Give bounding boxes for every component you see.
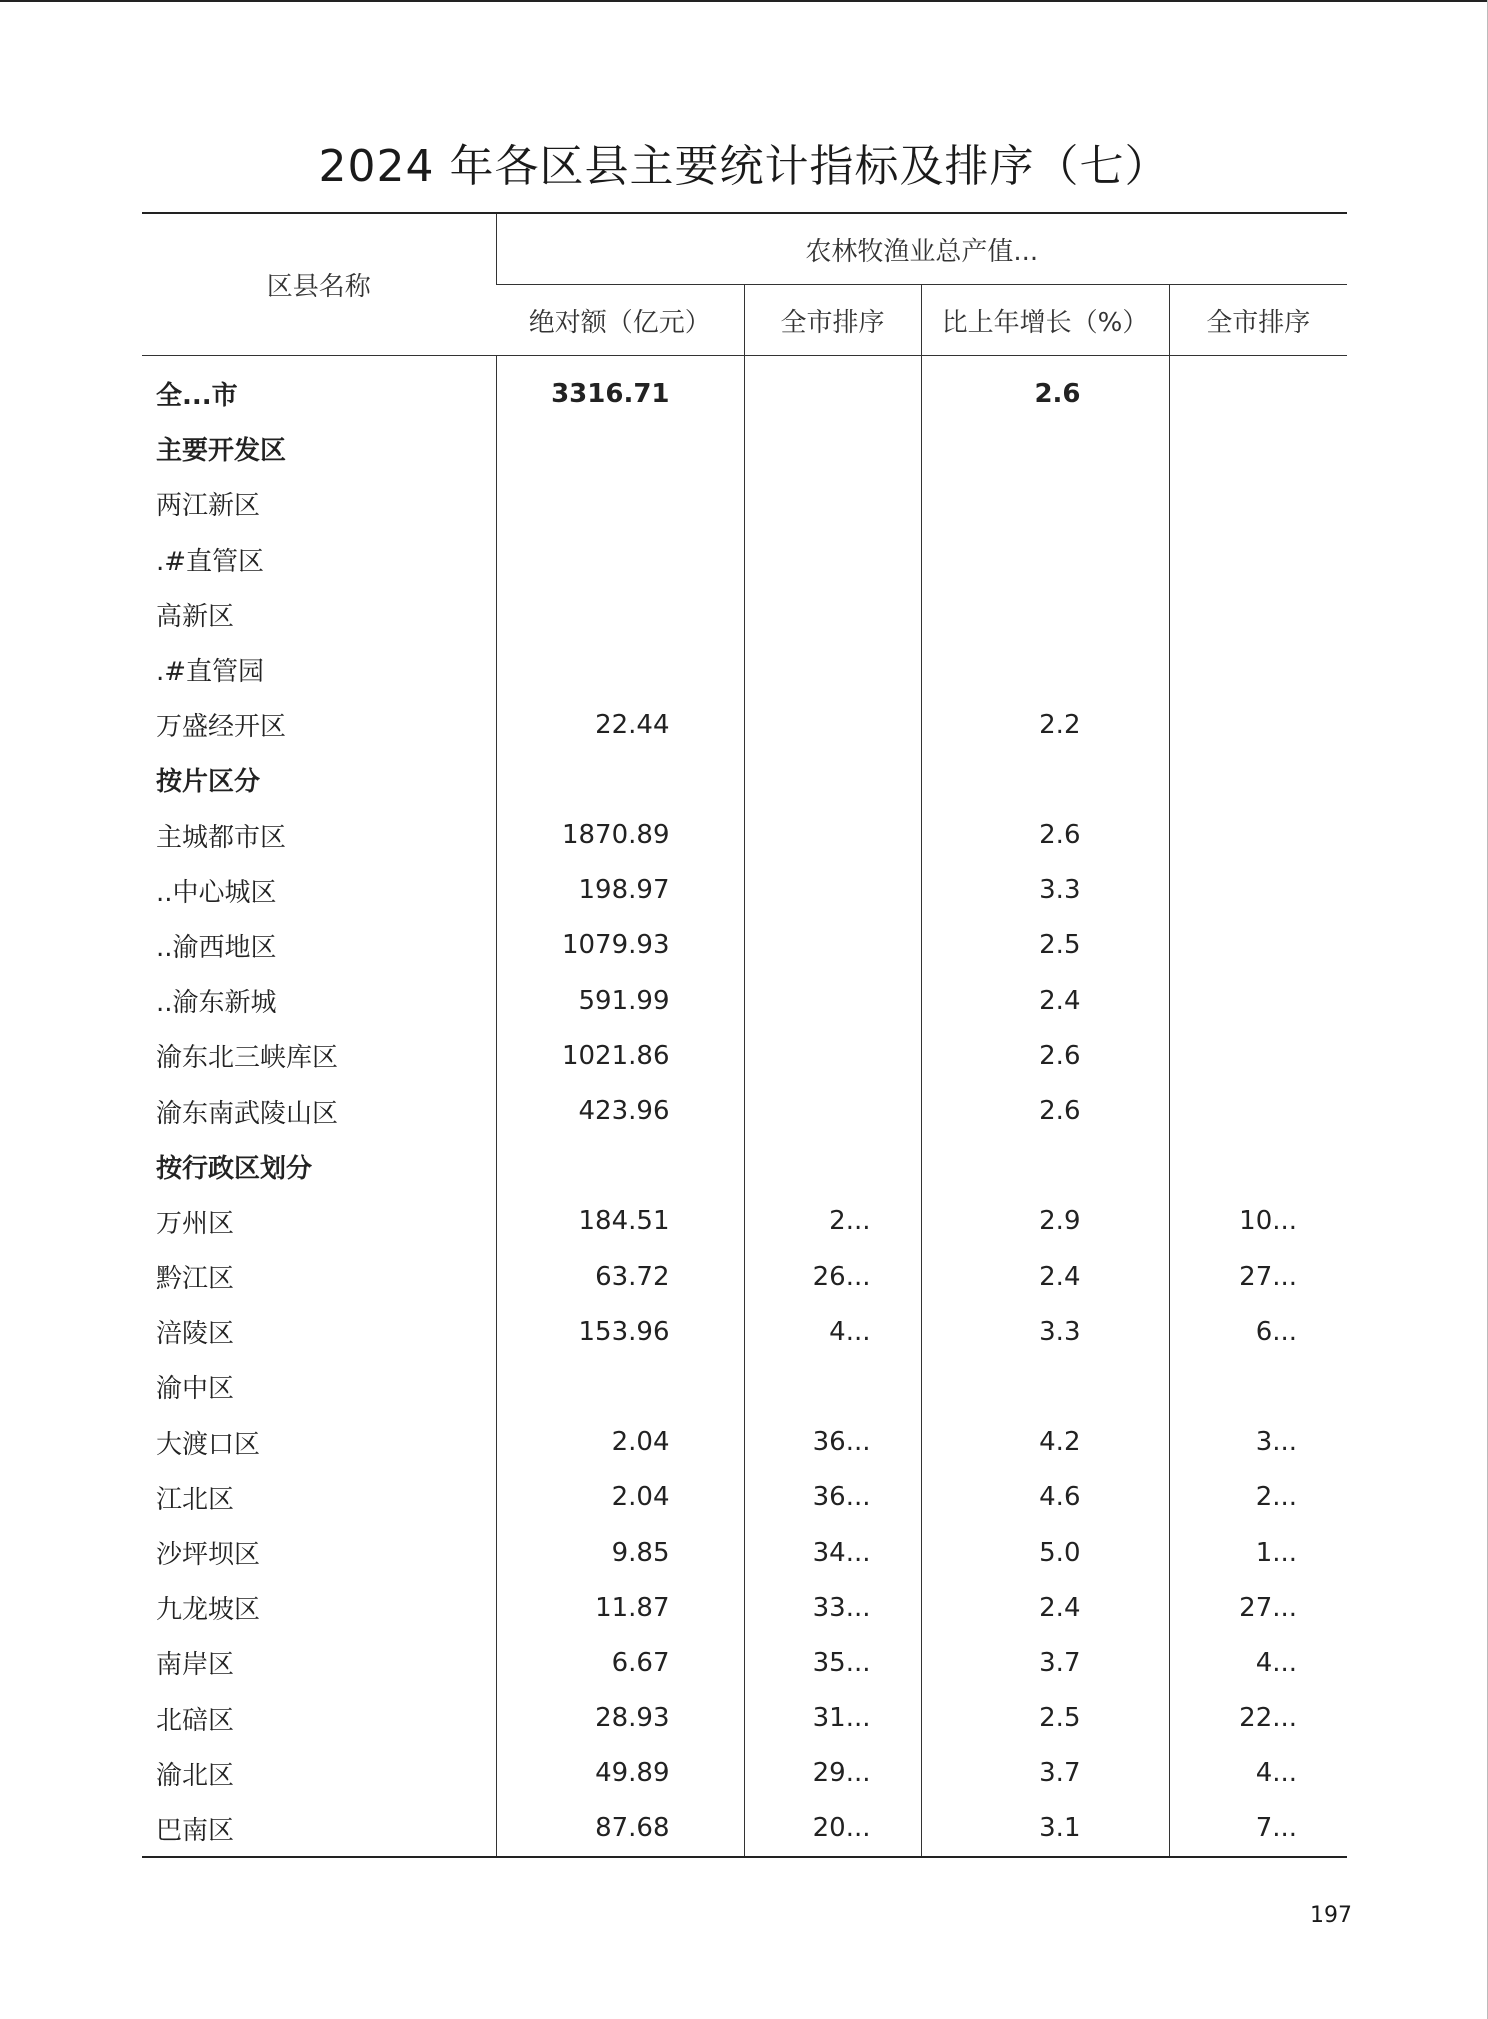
cell-district-name: 按片区分 <box>156 767 261 798</box>
cell-city-rank-amount: 29... <box>744 1746 921 1801</box>
table-row <box>142 918 1347 973</box>
cell-absolute-amount: 2.04 <box>496 1470 744 1525</box>
cell-city-rank-amount <box>744 697 921 752</box>
cell-absolute-amount <box>496 476 744 531</box>
cell-growth-rate: 3.7 <box>921 1635 1169 1690</box>
cell-city-rank-growth: 3... <box>1169 1415 1347 1470</box>
cell-growth-rate: 3.3 <box>921 1304 1169 1359</box>
cell-city-rank-growth: 1... <box>1169 1525 1347 1580</box>
cell-district-name: .#直管园 <box>156 657 265 688</box>
table-row <box>142 476 1347 531</box>
cell-district-name: ..中心城区 <box>156 877 277 908</box>
cell-city-rank-growth: 2... <box>1169 1470 1347 1525</box>
table-row <box>142 1304 1347 1359</box>
table-header <box>142 213 1347 356</box>
table-row <box>142 1028 1347 1083</box>
cell-absolute-amount: 3316.71 <box>496 356 744 422</box>
cell-city-rank-growth: 22... <box>1169 1691 1347 1746</box>
table-row <box>142 1635 1347 1690</box>
cell-city-rank-growth: 7... <box>1169 1801 1347 1857</box>
cell-district-name: 江北区 <box>156 1484 235 1515</box>
cell-district-name: 万盛经开区 <box>156 712 287 743</box>
table-row <box>142 1470 1347 1525</box>
cell-growth-rate: 5.0 <box>921 1525 1169 1580</box>
table-row <box>142 1415 1347 1470</box>
cell-city-rank-growth <box>1169 1083 1347 1138</box>
table-row <box>142 1083 1347 1138</box>
cell-growth-rate: 4.2 <box>921 1415 1169 1470</box>
cell-absolute-amount: 198.97 <box>496 863 744 918</box>
table-row <box>142 973 1347 1028</box>
cell-district-name: .#直管区 <box>156 546 265 577</box>
cell-city-rank-growth: 10... <box>1169 1194 1347 1249</box>
cell-city-rank-amount <box>744 587 921 642</box>
cell-city-rank-amount <box>744 808 921 863</box>
cell-city-rank-amount: 36... <box>744 1470 921 1525</box>
cell-growth-rate <box>921 532 1169 587</box>
cell-city-rank-amount <box>744 752 921 807</box>
cell-growth-rate: 2.6 <box>921 1083 1169 1138</box>
table-row <box>142 1691 1347 1746</box>
cell-city-rank-amount: 34... <box>744 1525 921 1580</box>
cell-city-rank-amount <box>744 532 921 587</box>
cell-city-rank-amount <box>744 1028 921 1083</box>
table-row <box>142 1194 1347 1249</box>
cell-city-rank-amount <box>744 1083 921 1138</box>
table-row <box>142 808 1347 863</box>
cell-city-rank-growth <box>1169 752 1347 807</box>
cell-growth-rate: 2.5 <box>921 1691 1169 1746</box>
cell-absolute-amount: 1870.89 <box>496 808 744 863</box>
cell-growth-rate <box>921 587 1169 642</box>
cell-absolute-amount: 153.96 <box>496 1304 744 1359</box>
cell-growth-rate: 3.1 <box>921 1801 1169 1857</box>
cell-district-name: 万州区 <box>156 1208 235 1239</box>
table-row <box>142 421 1347 476</box>
cell-city-rank-growth <box>1169 973 1347 1028</box>
cell-city-rank-amount <box>744 356 921 422</box>
cell-district-name: 按行政区划分 <box>156 1153 313 1184</box>
cell-city-rank-amount <box>744 1359 921 1414</box>
cell-city-rank-amount: 31... <box>744 1691 921 1746</box>
table-row <box>142 642 1347 697</box>
cell-absolute-amount <box>496 752 744 807</box>
cell-absolute-amount: 63.72 <box>496 1249 744 1304</box>
cell-growth-rate <box>921 752 1169 807</box>
cell-city-rank-growth <box>1169 1028 1347 1083</box>
cell-district-name: 巴南区 <box>156 1815 235 1846</box>
cell-district-name: 两江新区 <box>156 491 261 522</box>
cell-absolute-amount: 591.99 <box>496 973 744 1028</box>
cell-city-rank-growth <box>1169 587 1347 642</box>
cell-district-name: 渝中区 <box>156 1374 235 1405</box>
cell-city-rank-amount: 33... <box>744 1580 921 1635</box>
cell-absolute-amount: 87.68 <box>496 1801 744 1857</box>
cell-city-rank-amount: 4... <box>744 1304 921 1359</box>
cell-city-rank-growth <box>1169 532 1347 587</box>
cell-growth-rate: 2.6 <box>921 356 1169 422</box>
cell-city-rank-amount <box>744 973 921 1028</box>
cell-city-rank-growth <box>1169 476 1347 531</box>
table-row <box>142 1249 1347 1304</box>
cell-city-rank-growth <box>1169 421 1347 476</box>
table-row <box>142 1746 1347 1801</box>
cell-growth-rate: 2.2 <box>921 697 1169 752</box>
cell-city-rank-amount <box>744 863 921 918</box>
cell-absolute-amount <box>496 1139 744 1194</box>
table-body <box>142 356 1347 1858</box>
cell-city-rank-amount: 35... <box>744 1635 921 1690</box>
cell-city-rank-amount <box>744 476 921 531</box>
column-header-city-rank-growth: 全市排序 <box>1169 285 1347 356</box>
column-group-header-output-value: 农林牧渔业总产值... <box>496 213 1347 285</box>
cell-absolute-amount: 184.51 <box>496 1194 744 1249</box>
cell-growth-rate: 2.6 <box>921 1028 1169 1083</box>
cell-city-rank-growth: 4... <box>1169 1746 1347 1801</box>
cell-growth-rate <box>921 421 1169 476</box>
cell-district-name: 渝东南武陵山区 <box>156 1098 339 1129</box>
cell-city-rank-amount <box>744 642 921 697</box>
cell-growth-rate: 4.6 <box>921 1470 1169 1525</box>
cell-district-name: ..渝西地区 <box>156 932 277 963</box>
table-row <box>142 1139 1347 1194</box>
cell-district-name: 大渡口区 <box>156 1429 261 1460</box>
cell-city-rank-growth <box>1169 808 1347 863</box>
cell-city-rank-growth: 4... <box>1169 1635 1347 1690</box>
cell-district-name: 九龙坡区 <box>156 1595 261 1626</box>
cell-city-rank-amount: 2... <box>744 1194 921 1249</box>
table-row <box>142 532 1347 587</box>
cell-district-name: 涪陵区 <box>156 1319 235 1350</box>
table-row <box>142 1359 1347 1414</box>
cell-city-rank-amount: 36... <box>744 1415 921 1470</box>
page-top-border <box>0 0 1488 2</box>
cell-city-rank-growth <box>1169 356 1347 422</box>
column-header-absolute-amount: 绝对额（亿元） <box>496 285 744 356</box>
cell-district-name: 北碚区 <box>156 1705 235 1736</box>
page-number: 197 <box>1310 1903 1352 1928</box>
cell-city-rank-growth <box>1169 918 1347 973</box>
cell-district-name: 渝北区 <box>156 1760 235 1791</box>
cell-growth-rate: 2.4 <box>921 973 1169 1028</box>
cell-absolute-amount: 1079.93 <box>496 918 744 973</box>
cell-district-name: ..渝东新城 <box>156 988 277 1019</box>
cell-city-rank-growth <box>1169 697 1347 752</box>
column-header-district-name: 区县名称 <box>142 213 496 356</box>
cell-district-name: 主要开发区 <box>156 436 287 467</box>
cell-absolute-amount: 49.89 <box>496 1746 744 1801</box>
cell-growth-rate: 2.4 <box>921 1249 1169 1304</box>
statistics-table <box>142 212 1347 1858</box>
table-row <box>142 356 1347 422</box>
table-row <box>142 1580 1347 1635</box>
cell-district-name: 高新区 <box>156 601 235 632</box>
column-header-growth-rate: 比上年增长（%） <box>921 285 1169 356</box>
cell-absolute-amount <box>496 421 744 476</box>
cell-growth-rate: 3.3 <box>921 863 1169 918</box>
cell-growth-rate: 2.6 <box>921 808 1169 863</box>
cell-city-rank-amount <box>744 421 921 476</box>
cell-city-rank-amount <box>744 918 921 973</box>
cell-absolute-amount <box>496 532 744 587</box>
cell-district-name: 黔江区 <box>156 1264 235 1295</box>
cell-city-rank-amount: 20... <box>744 1801 921 1857</box>
cell-absolute-amount: 28.93 <box>496 1691 744 1746</box>
cell-absolute-amount: 2.04 <box>496 1415 744 1470</box>
cell-absolute-amount: 1021.86 <box>496 1028 744 1083</box>
cell-absolute-amount <box>496 642 744 697</box>
cell-absolute-amount: 6.67 <box>496 1635 744 1690</box>
table-row <box>142 863 1347 918</box>
cell-absolute-amount <box>496 1359 744 1414</box>
cell-city-rank-amount: 26... <box>744 1249 921 1304</box>
cell-district-name: 渝东北三峡库区 <box>156 1043 339 1074</box>
column-header-city-rank-amount: 全市排序 <box>744 285 921 356</box>
cell-absolute-amount <box>496 587 744 642</box>
table-row <box>142 752 1347 807</box>
cell-city-rank-growth: 27... <box>1169 1249 1347 1304</box>
table-row <box>142 1525 1347 1580</box>
cell-city-rank-growth: 6... <box>1169 1304 1347 1359</box>
cell-growth-rate: 3.7 <box>921 1746 1169 1801</box>
cell-absolute-amount: 22.44 <box>496 697 744 752</box>
cell-district-name: 南岸区 <box>156 1650 235 1681</box>
cell-growth-rate: 2.9 <box>921 1194 1169 1249</box>
cell-district-name: 沙坪坝区 <box>156 1540 261 1571</box>
cell-city-rank-growth <box>1169 1139 1347 1194</box>
cell-growth-rate <box>921 476 1169 531</box>
cell-city-rank-growth <box>1169 1359 1347 1414</box>
cell-growth-rate: 2.4 <box>921 1580 1169 1635</box>
cell-growth-rate: 2.5 <box>921 918 1169 973</box>
table-row <box>142 697 1347 752</box>
cell-growth-rate <box>921 1359 1169 1414</box>
table-row <box>142 1801 1347 1857</box>
cell-absolute-amount: 423.96 <box>496 1083 744 1138</box>
cell-city-rank-amount <box>744 1139 921 1194</box>
cell-growth-rate <box>921 1139 1169 1194</box>
cell-growth-rate <box>921 642 1169 697</box>
page-title: 2024 年各区县主要统计指标及排序（七） <box>318 141 1170 192</box>
table-row <box>142 587 1347 642</box>
cell-district-name: 主城都市区 <box>156 822 287 853</box>
cell-city-rank-growth <box>1169 863 1347 918</box>
cell-absolute-amount: 9.85 <box>496 1525 744 1580</box>
cell-city-rank-growth: 27... <box>1169 1580 1347 1635</box>
cell-city-rank-growth <box>1169 642 1347 697</box>
cell-district-name: 全...市 <box>156 381 238 412</box>
cell-absolute-amount: 11.87 <box>496 1580 744 1635</box>
